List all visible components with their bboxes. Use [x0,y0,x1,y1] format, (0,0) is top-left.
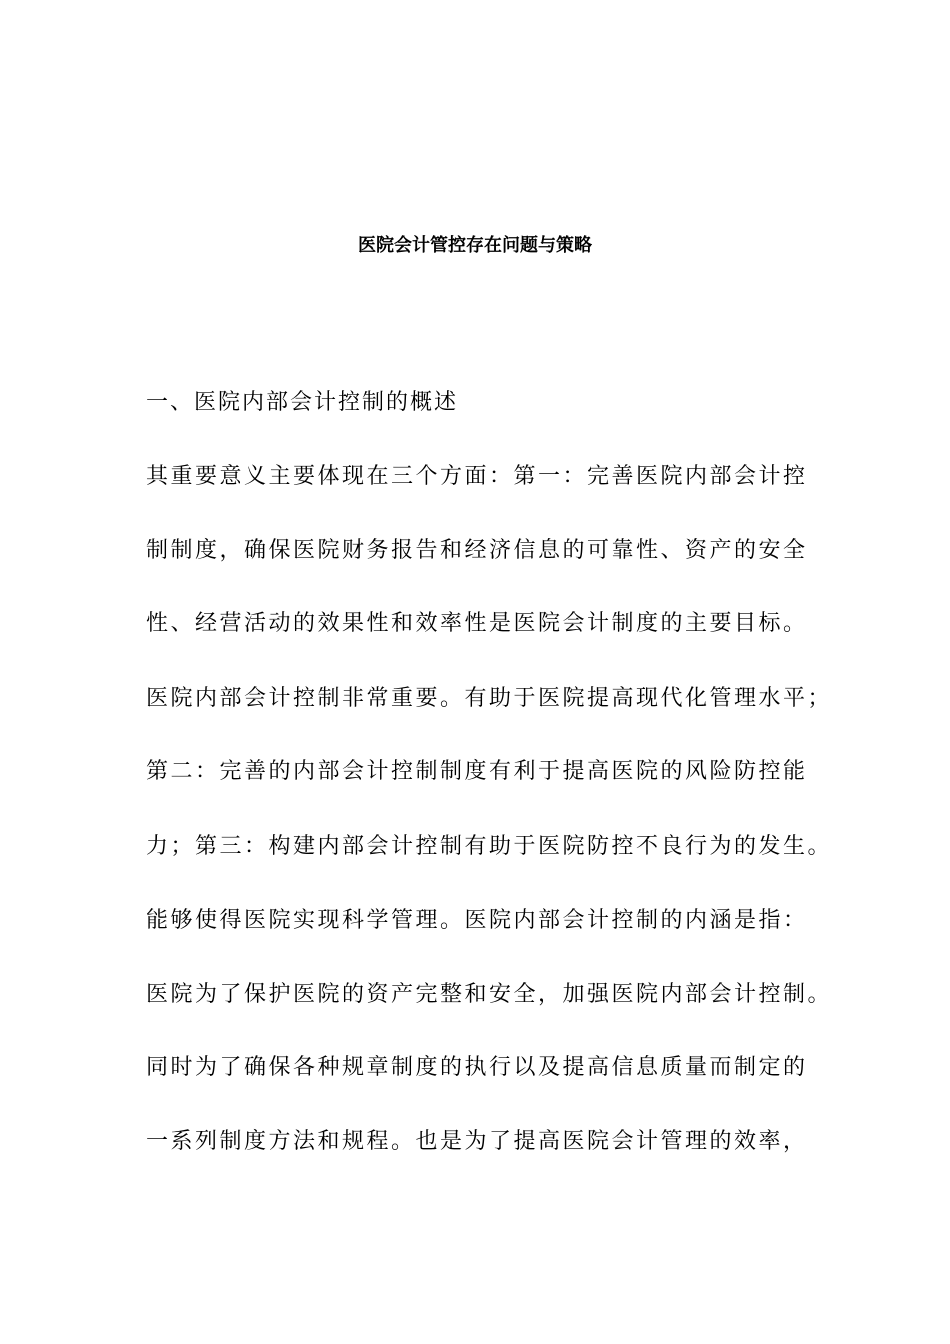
body-text-line: 其重要意义主要体现在三个方面：第一：完善医院内部会计控 [146,464,808,489]
body-text-line: 制制度，确保医院财务报告和经济信息的可靠性、资产的安全 [146,538,808,563]
body-text-line: 力；第三：构建内部会计控制有助于医院防控不良行为的发生。 [146,834,833,859]
body-text-line: 一系列制度方法和规程。也是为了提高医院会计管理的效率， [146,1129,808,1154]
body-text-line: 医院内部会计控制非常重要。有助于医院提高现代化管理水平； [146,686,833,711]
body-text-line: 第二：完善的内部会计控制制度有利于提高医院的风险防控能 [146,759,808,784]
body-text-line: 同时为了确保各种规章制度的执行以及提高信息质量而制定的 [146,1055,808,1080]
body-text-line: 性、经营活动的效果性和效率性是医院会计制度的主要目标。 [146,611,808,636]
section-heading: 一、医院内部会计控制的概述 [146,390,459,415]
document-title: 医院会计管控存在问题与策略 [358,235,592,256]
body-text-line: 能够使得医院实现科学管理。医院内部会计控制的内涵是指： [146,908,808,933]
body-text-line: 医院为了保护医院的资产完整和安全，加强医院内部会计控制。 [146,982,833,1007]
